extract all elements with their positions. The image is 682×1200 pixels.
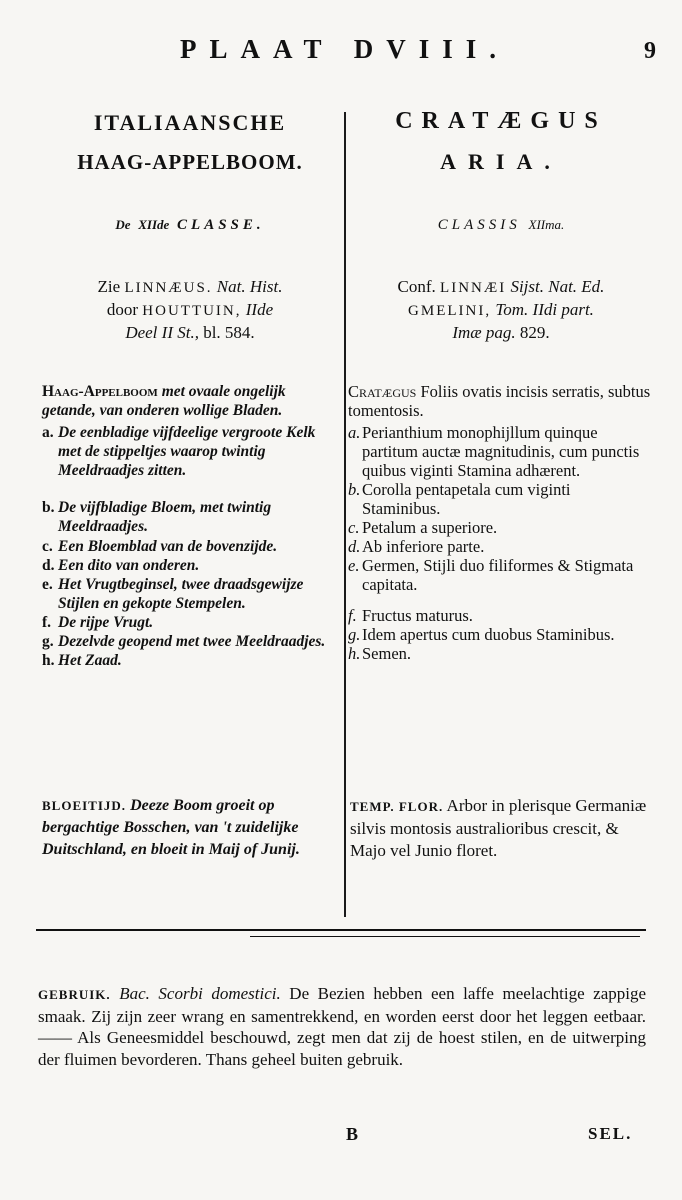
latin-name-line2: ARIA. bbox=[440, 149, 562, 174]
latin-flowering: TEMP. FLOR. Arbor in plerisque Germaniæ silvis montosis australioribus crescit, & Majo vel Junio floret. bbox=[350, 796, 647, 860]
dutch-entry-e: e. Het Vrugtbeginsel, twee draadsgewijze Stijlen en gekopte Stempelen. bbox=[42, 576, 304, 612]
dutch-entry-f: f. De rijpe Vrugt. bbox=[42, 614, 154, 631]
plate-title: PLAAT DVIII. bbox=[180, 34, 510, 64]
latin-entry-f: f. Fructus maturus. bbox=[348, 606, 473, 625]
latin-entry-h: h. Semen. bbox=[348, 644, 412, 663]
latin-entry-c: c. Petalum a superiore. bbox=[348, 518, 498, 537]
latin-entry-g: g. Idem apertus cum duobus Staminibus. bbox=[348, 625, 615, 644]
dutch-entry-a: a. De eenbladige vijfdeelige vergroote Kelk met de stippeltjes waarop twintig Meeldraadjes zitten. bbox=[42, 424, 316, 479]
dutch-flowering: BLOEITIJD. Deeze Boom groeit op bergachtige Bosschen, van 't zuidelijke Duitschland, en bloeit in Maij of Junij. bbox=[42, 797, 300, 858]
latin-entry-b: b. Corolla pentapetala cum viginti Staminibus. bbox=[348, 480, 571, 518]
dutch-entry-d: d. Een dito van onderen. bbox=[42, 557, 200, 574]
dutch-name-line2: HAAG-APPELBOOM. bbox=[77, 150, 303, 174]
latin-entry-e: e. Germen, Stijli duo filiformes & Stigmata capitata. bbox=[348, 556, 634, 594]
latin-entry-a: a. Perianthium monophijllum quinque partitum auctæ magnitudinis, cum punctis quibus viginti Stamina adhærent. bbox=[348, 423, 640, 480]
dutch-class: De XIIde CLASSE. bbox=[115, 217, 265, 233]
page-number: 9 bbox=[644, 38, 656, 64]
latin-plant-name bbox=[352, 108, 650, 175]
latin-reference: Conf. LINNÆI Sijst. Nat. Ed. GMELINI, Tom. IIdi part. Imæ pag. 829. bbox=[397, 277, 605, 342]
dutch-description bbox=[42, 382, 340, 670]
dutch-entry-g: g. Dezelvde geopend met twee Meeldraadjes. bbox=[42, 633, 326, 650]
running-head bbox=[0, 34, 682, 74]
dutch-reference: Zie LINNÆUS. Nat. Hist. door HOUTTUIN, IIde Deel II St., bl. 584. bbox=[97, 277, 283, 342]
signature-mark: B bbox=[346, 1124, 359, 1144]
dutch-plant-name bbox=[40, 110, 340, 175]
section-rule-thin bbox=[250, 936, 640, 937]
latin-name-line1: CRATÆGUS bbox=[395, 108, 607, 134]
dutch-column bbox=[40, 100, 340, 343]
dutch-entry-h: h. Het Zaad. bbox=[42, 652, 122, 669]
catchword: SEL. bbox=[588, 1124, 633, 1143]
dutch-lead: Haag-Appelboom met ovaale ongelijk getande, van onderen wollige Bladen. bbox=[42, 383, 286, 419]
dutch-entry-b: b. De vijfbladige Bloem, met twintig Meeldraadjes. bbox=[42, 499, 272, 535]
latin-entry-d: d. Ab inferiore parte. bbox=[348, 537, 485, 556]
dutch-name-line1: ITALIAANSCHE bbox=[93, 110, 287, 135]
dutch-entry-c: c. Een Bloemblad van de bovenzijde. bbox=[42, 538, 278, 555]
column-divider bbox=[344, 112, 346, 917]
usage-paragraph: GEBRUIK. Bac. Scorbi domestici. De Bezien hebben een laffe meelachtige zappige smaak. Zij zijn zeer wrang en samentrekkend, en worden eerst door het leggen eetbaar. —— Als Geneesmiddel beschouwd, zegt men dat zij de hoest stilen, en de uitwerping der fluimen bevorderen. Thans geheel buiten gebruik. bbox=[38, 984, 647, 1069]
latin-class: CLASSIS XIIma. bbox=[437, 217, 565, 233]
latin-description bbox=[348, 382, 652, 663]
section-rule bbox=[36, 929, 646, 931]
latin-lead: Cratægus Foliis ovatis incisis serratis, subtus tomentosis. bbox=[348, 382, 651, 420]
latin-column bbox=[352, 100, 650, 343]
